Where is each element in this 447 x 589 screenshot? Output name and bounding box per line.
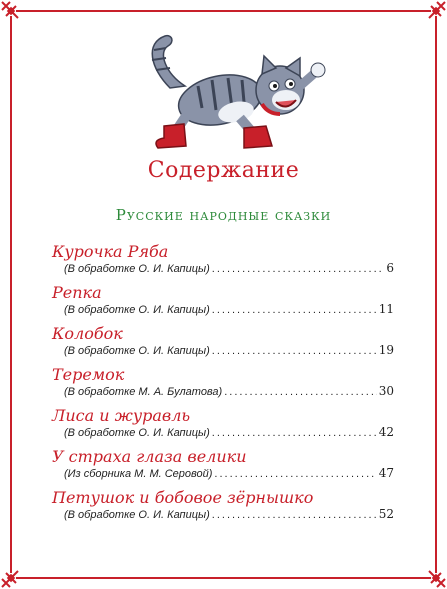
- dot-leader: [212, 344, 377, 358]
- table-of-contents: [52, 242, 394, 529]
- toc-entry-page: 42: [378, 425, 394, 439]
- dot-leader: [212, 508, 377, 522]
- corner-ornament-icon: [0, 0, 22, 22]
- toc-entry-note: (В обработке О. И. Капицы): [64, 509, 210, 521]
- toc-entry-note: (Из сборника М. М. Серовой): [64, 468, 213, 480]
- toc-entry[interactable]: [52, 447, 394, 488]
- cat-in-red-boots-illustration: [140, 28, 330, 156]
- toc-entry[interactable]: [52, 365, 394, 406]
- toc-entry[interactable]: [52, 324, 394, 365]
- toc-entry[interactable]: [52, 242, 394, 283]
- toc-entry-page: 11: [378, 302, 394, 316]
- toc-entry-title: Курочка Ряба: [52, 242, 169, 261]
- corner-ornament-icon: [0, 567, 22, 589]
- toc-entry-note: (В обработке О. И. Капицы): [64, 427, 210, 439]
- dot-leader: [212, 426, 377, 440]
- corner-ornament-icon: [425, 0, 447, 22]
- toc-entry-page: 19: [378, 343, 394, 357]
- dot-leader: [212, 303, 377, 317]
- toc-entry-page: 6: [386, 261, 394, 275]
- toc-entry[interactable]: [52, 283, 394, 324]
- toc-entry[interactable]: [52, 488, 394, 529]
- toc-entry-title: Колобок: [52, 324, 123, 343]
- toc-entry-page: 52: [378, 507, 394, 521]
- dot-leader: [224, 385, 377, 399]
- toc-entry-title: Лиса и журавль: [52, 406, 191, 425]
- toc-entry-title: Теремок: [52, 365, 125, 384]
- toc-entry-note: (В обработке М. А. Булатова): [64, 386, 223, 398]
- toc-entry-title: Петушок и бобовое зёрнышко: [52, 488, 314, 507]
- corner-ornament-icon: [425, 567, 447, 589]
- frame-right-border: [435, 16, 437, 573]
- toc-entry-page: 47: [378, 466, 394, 480]
- toc-entry-note: (В обработке О. И. Капицы): [64, 345, 210, 357]
- section-heading: Русские народные сказки: [115, 206, 332, 224]
- toc-entry-title: У страха глаза велики: [52, 447, 247, 466]
- toc-entry-page: 30: [378, 384, 394, 398]
- toc-entry-note: (В обработке О. И. Капицы): [64, 304, 210, 316]
- frame-top-border: [16, 10, 431, 12]
- toc-entry[interactable]: [52, 406, 394, 447]
- frame-left-border: [10, 16, 12, 573]
- toc-entry-title: Репка: [52, 283, 102, 302]
- page-title: Содержание: [147, 158, 300, 183]
- frame-bottom-border: [16, 577, 431, 579]
- toc-entry-note: (В обработке О. И. Капицы): [64, 263, 210, 275]
- dot-leader: [212, 262, 385, 276]
- dot-leader: [214, 467, 376, 481]
